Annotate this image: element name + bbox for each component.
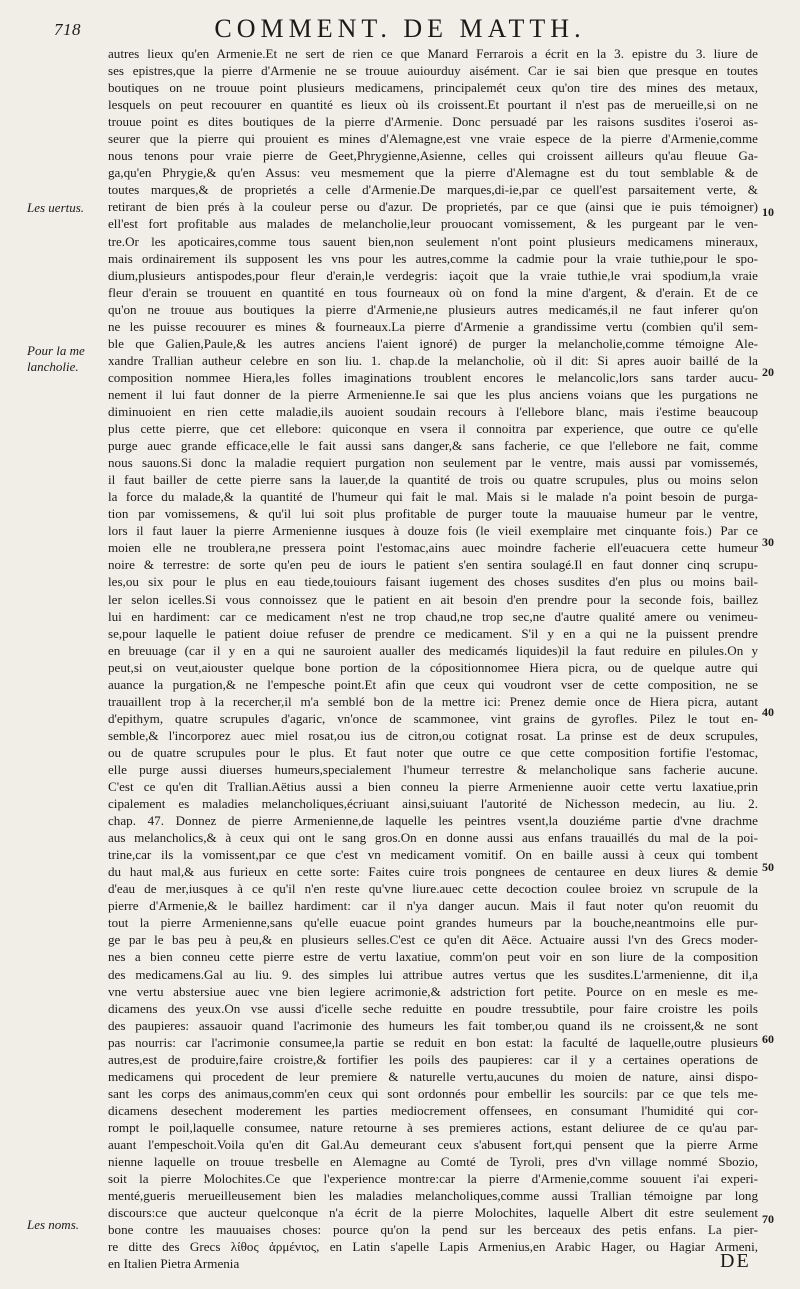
text-line: xandre Trallian autheur celebre en son liu. 1. chap.de la melancholie, où il dit: Si apres auoir baillé de la [108,352,758,368]
text-line: re ditte des Grecs λίθος ἀρμένιος, en Latin s'apelle Lapis Armenius,en Arabic Hager, ou Hagiar Armeni, [108,1239,758,1255]
text-line: du haut mal,& aus furieux en cette sorte: Faites cuire trois pongnees de centauree en deux liures & demie [108,864,758,880]
text-line: vne vertu abstersiue auec vne bien legiere acrimonie,& adstriction fort petite. Pource on en mesle es me- [108,983,758,999]
catchword: DE [720,1250,751,1272]
text-line: ou de quatre scrupules pour le plus. Et faut noter que outre ce que cette composition fortifie l'estomac, [108,744,758,760]
text-line: se,pour laquelle le patient doiue refuser de prendre ce medicament. S'il y en a qui ne la puissent prendre [108,625,758,641]
text-line: d'epithym, quatre scrupules d'agaric, vn'once de scammonee, vint grains de gyrofles. Pilez le tout en- [108,710,758,726]
text-line: qu'on ne trouue aus boutiques la pierre d'Armenie,ne plusieurs autres medicamés,il ne faut inferer qu'on [108,301,758,317]
text-line: en breuuage (car il y en a qui ne sauroient aualler des medicamés liquides)il la faut reduire en pilules.On y [108,642,758,658]
text-line: diminuoient en rien cette maladie,ils auoient soudain recours à l'ellebore blanc, mais i'estime beaucoup [108,403,758,419]
text-line: retirant de bien prés à la couleur perse ou d'azur. De proprietés, par ce que (ainsi que ie puis témoigner) [108,199,758,215]
line-number: 50 [762,860,774,874]
text-line: elle purge aussi diuerses humeurs,specialement l'humeur terrestre & melancholique sans facherie aucune. [108,761,758,777]
text-line: ga,qu'en Phrygie,& qu'en Assus: veu mesmement que la pierre d'Alemagne est du tout semblable & de [108,165,758,181]
text-line: mais ordinairement ils supposent les vns pour les autres,comme la cadmie pour la vraie tuthie,pour le spo- [108,250,758,266]
text-line: bone contre les mauuaises choses: pource qu'on la pend sur les berceaux des petis enfans. La pier- [108,1222,758,1238]
text-line: toutes marques,& de proprietés a celle d'Armenie.De marques,di-ie,par ce quell'est parsaitement verte, & [108,182,758,198]
text-line: il faut bailler de cette pierre sans la lauer,de la quantité de trois ou quatre scrupules, plus ou moins selon [108,472,758,488]
text-line: pas nourris: car l'acrimonie consumee,la partie se reduit en bon estat: la faculté de laquelle,outre plusieurs [108,1034,758,1050]
margin-note: Les noms. [27,1217,80,1232]
text-line: moien elle ne troublera,ne pressera point l'estomac,ains auec moindre facherie ell'euacuera cette humeur [108,540,758,556]
text-line: menté,gueris merueilleusement bien les maladies melancholiques,comme aussi Trallian témoigne par long [108,1188,758,1204]
text-line: purge auec grande efficace,elle le fait aussi sans danger,& sans facherie, ce que l'ellebore ne fait, comme [108,438,758,454]
text-line: plus cette pierre, que cet ellebore: quiconque en vsera il connoitra par experience, que outre ce qu'elle [108,421,758,437]
text-line: soit la pierre Molochites.Ce que l'experience montre:car la pierre d'Armenie,comme souuent i'ai experi- [108,1171,758,1187]
text-line: auance la purgation,& ne l'empesche point.Et afin que ceux qui voudront vser de cette composition, ne se [108,676,758,692]
text-line: trine,car ils la vomissent,par ce que c'est vn medicament vomitif. On en baille aussi à ceux qui tombent [108,847,758,863]
text-line: trouue point es dites boutiques de la pierre d'Armenie. Donc persuadé par les raisons susdites i'oseroi as- [108,114,758,130]
text-line: dium,plusieurs antispodes,pour fleur d'erain,le verdegris: iaçoit que la vraie tuthie,le vrai spodium,la vraie [108,267,758,283]
text-line: peut,si on veut,aiouster quelque bone portion de la cópositionnomee Hiera picra, ou de quelque autre qui [108,659,758,675]
text-line: medicamens qui procedent de leur premiere & naturelle vertu,aucunes du moien de nature, ainsi dispo- [108,1068,758,1084]
text-line: ne les puisse recouurer es mines & fourneaux.La pierre d'Armenie a grandissime vertu (combien qu'il sem- [108,318,758,334]
text-line: autres,est de produire,faire croistre,& fortifier les poils des paupieres: car il y a certaines operations de [108,1051,758,1067]
text-line: semble,& l'incorporez auec miel rosat,ou ius de citron,ou cotignat rosat. La prinse est de deux scrupules, [108,727,758,743]
text-line: lesquels on peut recouurer en quantité es lieux où ils croissent.Et pourtant il n'est pas de merueille,si on ne [108,97,758,113]
line-number: 70 [762,1212,774,1226]
text-line: tout la pierre Armenienne,sans qu'elle euacue point grandes humeurs par la bouche,neantmoins elle pur- [108,915,758,931]
text-line: lors il faut lauer la pierre Armenienne iusques à douze fois (le vieil exemplaire met cinquante fois.) Par ce [108,523,758,539]
text-line: chap. 47. Donnez de pierre Armenienne,de laquelle les peintres vsent,la douziéme partie d'vne drachme [108,813,758,829]
text-line: des medicamens.Gal au liu. 9. des simples lui attribue autres vertus que les susdites.L'armenienne, dit il,a [108,966,758,982]
text-line: dicamens des yeux.On vse aussi d'icelle seche reduitte en poudre tressubtile, pour faire croistre les poils [108,1000,758,1016]
text-line: aus melancholics,& à ceux qui ont le sang gros.On en donne aussi aus enfans trauaillés du mal de la poi- [108,830,758,846]
text-line: composition nommee Hiera,les folles imaginations troublent encores le melancolic,lors sans tarder aucu- [108,369,758,385]
text-line: nes a bien conneu cette pierre estre de vertu laxatiue, comm'on peut voir en son liure de la composition [108,949,758,965]
text-line: ge par le bas peu à peu,& en plusieurs selles.C'est ce qu'en dit Aëce. Actuaire aussi l'vn des Grecs moder- [108,932,758,948]
text-line: discours:ce que aucteur quelconque n'a écrit de la pierre Molochites, laquelle Albert dit estre seulement [108,1205,758,1221]
text-line: lui en hardiment: car ce medicament n'est ne trop chaud,ne trop sec,ne d'autre qualité amere ou venimeu- [108,608,758,624]
line-number: 20 [762,365,774,379]
text-line: tre.Or les apoticaires,comme tous sauent bien,non seulement n'ont point plusieurs medicamens mineraux, [108,233,758,249]
text-line: noire & terrestre: de sorte qu'en peu de iours le patient s'en sentira soulagé.Il en faut donner cinq scrupu- [108,557,758,573]
text-line: tion par vomissemens, & qu'il lui soit plus profitable de purger toute la mauuaise humeur par le ventre, [108,506,758,522]
text-line: ses epistres,que la pierre d'Armenie ne se trouue auiourduy aisément. Car ie sai bien que presque en toutes [108,63,758,79]
text-line: sant les corps des animaus,comm'en ceux qui sont ordonnés pour embellir les sourcils: par ce que tels me- [108,1085,758,1101]
text-line: nous tenons pour vraie pierre de Geet,Phrygienne,Asienne, celles qui croissent ailleurs qu'au fleuue Ga- [108,148,758,164]
line-number: 10 [762,205,774,219]
text-line: ell'est fort profitable aus malades de melancholie,leur prouocant vomissement, & les purgeant par le ven- [108,216,758,232]
text-line: auant l'empeschoit.Voila qu'en dit Gal.Au demeurant ceux s'abusent fort,qui pensent que la pierre Arme [108,1137,758,1152]
text-line: d'eau de mer,iusques à ce qu'il n'en reste qu'vne liure.auec cette decoction coulee broiez vn scrupule de la [108,881,758,897]
line-number: 60 [762,1032,774,1046]
text-line: fleur d'erain se trouuent en quantité en tous fourneaux où on fond la mine d'argent, & d'erain. Et de ce [108,284,758,300]
text-line: les,ou six pour le plus en eau tiede,touiours faisant iugement des choses susdites d'en plus ou moins bail- [108,574,758,590]
text-line: dicamens desechent moderement les parties mediocrement offensees, en consumant l'humidité qui cor- [108,1102,758,1118]
text-line: autres lieux qu'en Armenie.Et ne sert de rien ce que Manard Ferrarois a écrit en la 3. epistre du 3. liure de [108,46,758,61]
page-number: 718 [54,20,81,39]
text-line: pierre d'Armenie,& le baillez hardiment: car il n'ya danger aucun. Mais il faut noter qu'on reuomit du [108,898,758,914]
text-line: la force du malade,& la quantité de l'humeur qui fait le mal. Mais si le malade n'a point besoin de purga- [108,489,758,505]
text-line: trauaillent trop à la recercher,il m'a semblé bon de la mettre ici: Prenez demie once de Hiera picra, autant [108,693,758,709]
running-head: COMMENT. DE MATTH. [214,14,586,43]
text-line: cipalement es maladies melancholiques,écriuant ainsi,suiuant l'autorité de Nichesson medecin, au liu. 2. [108,796,758,812]
text-line: ble que Galien,Paule,& les autres anciens l'aient ignoré) de purger la melancholie,comme témoigne Ale- [108,335,758,351]
text-line: seurer que la pierre qui prouient es mines d'Alemagne,est vne vraie espece de la pierre d'Armenie,comme [108,131,758,147]
text-line: nienne laquelle on trouue tresbelle en Alemagne au Comté de Tyroli, pres d'vn village nommé Sbozio, [108,1154,758,1170]
text-line: nement il lui faut donner de la pierre Armenienne.Ie sai que les plus anciens voians que les purgations ne [108,386,758,402]
line-number: 40 [762,705,774,719]
margin-note: Les uertus. [27,200,85,215]
text-line: ler selon icelles.Si vous connoissez que le patient en ait besoin d'en prendre pour la seconde fois, baillez [108,591,758,607]
text-line: des paupieres: assauoir quand l'acrimonie des humeurs les fait tomber,ou quand ils ne croissent,& ne sont [108,1017,758,1033]
margin-note: Pour la me lancholie. [27,343,85,374]
text-line: rompt le poil,laquelle consumee, nature retourne à ses premieres actions, estant deliuree de ce qu'au par- [108,1119,758,1135]
text-line: nous sauons.Si donc la maladie requiert purgation non seulement par le ventre, mais aussi par vomissemés, [108,455,758,471]
text-line: boutiques on ne trouue point plusieurs medicamens, principalemét ceux qu'on tire des mines des metaux, [108,80,758,96]
body-text [108,45,758,1272]
line-number: 30 [762,535,774,549]
text-line: C'est ce qu'en dit Trallian.Aëtius aussi a bien conneu la pierre Armenienne auoir cette vertu laxatiue,prin [108,779,758,795]
text-line: en Italien Pietra Armenia [108,1256,240,1272]
